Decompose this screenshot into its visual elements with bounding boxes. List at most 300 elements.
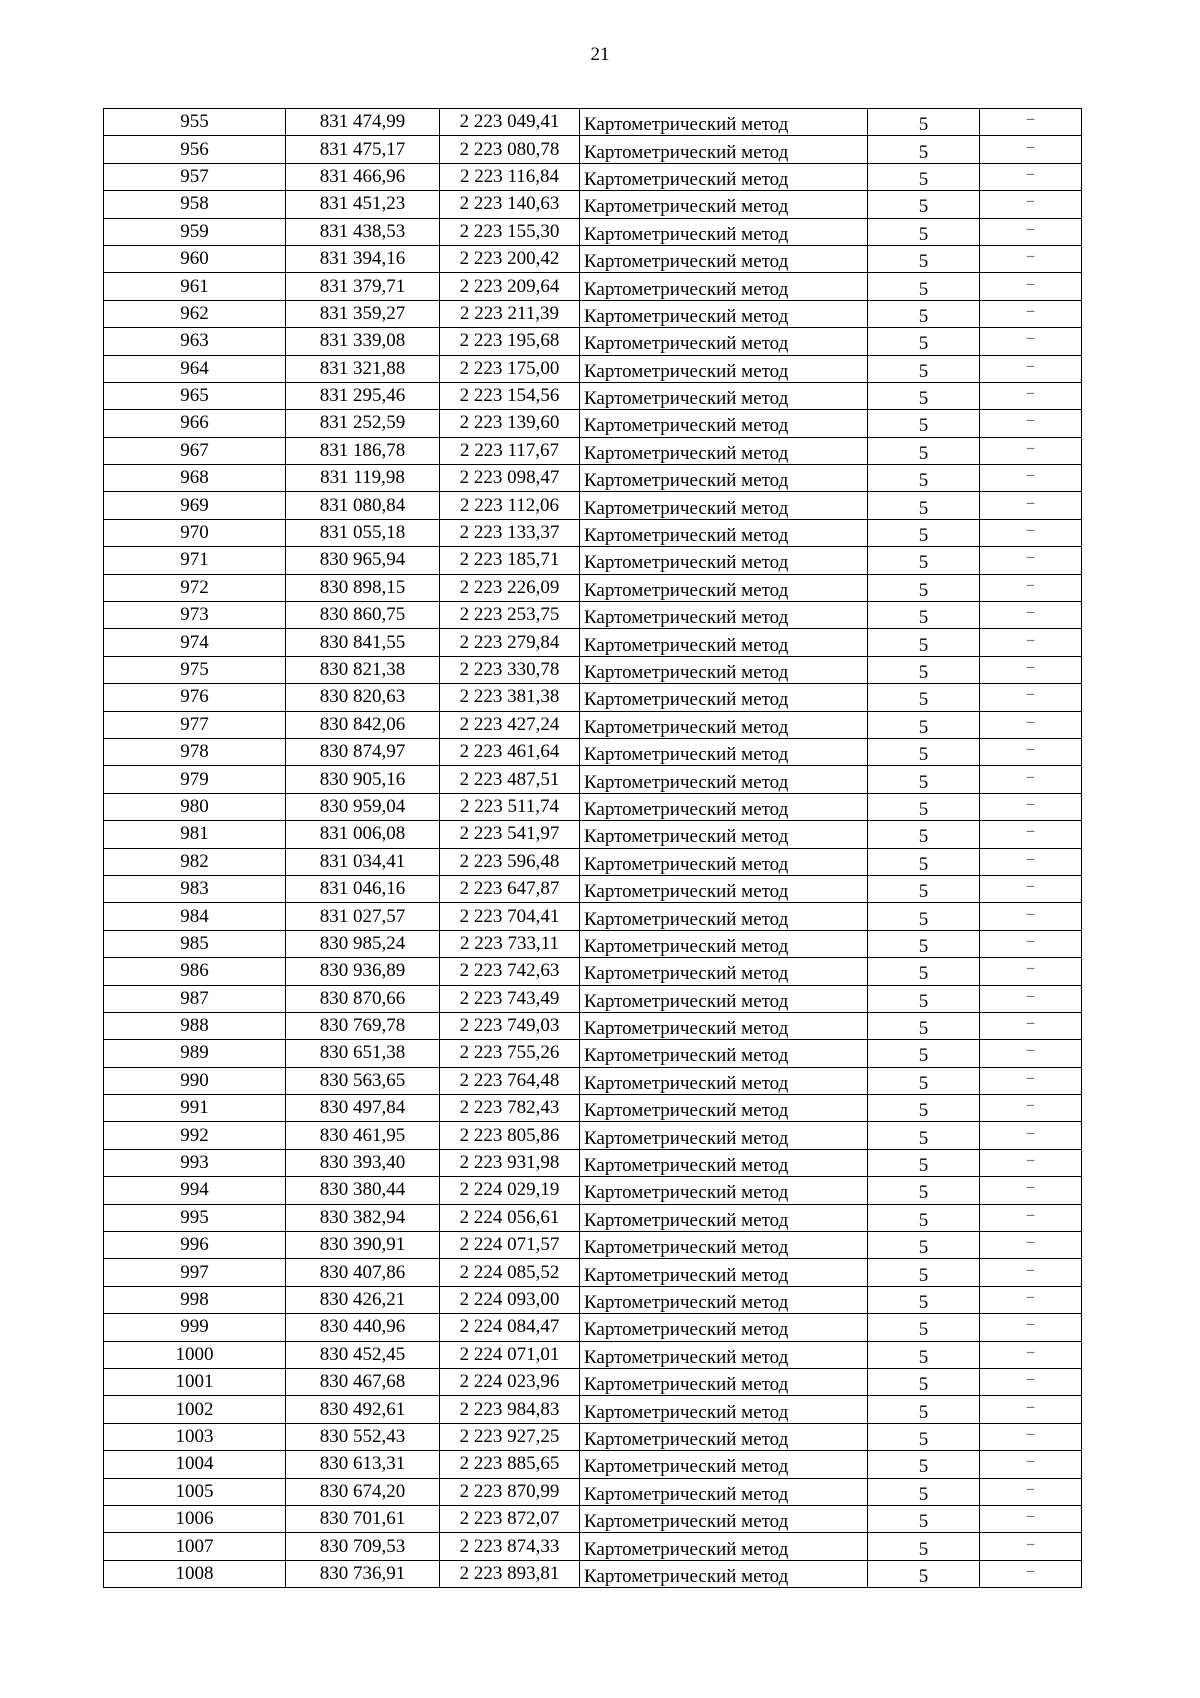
accuracy-cell <box>868 519 980 546</box>
point-number-cell <box>104 465 286 492</box>
point-number-cell-text: 1000 <box>175 1343 214 1365</box>
note-cell <box>980 1286 1082 1313</box>
table-row <box>104 1286 1082 1313</box>
accuracy-cell <box>868 1286 980 1313</box>
x-coordinate-cell <box>286 738 440 765</box>
x-coordinate-cell-text: 830 452,45 <box>319 1343 406 1365</box>
note-cell <box>980 1067 1082 1094</box>
method-cell <box>580 903 868 930</box>
y-coordinate-cell <box>440 1368 580 1395</box>
accuracy-cell-text: 5 <box>918 114 929 136</box>
accuracy-cell <box>868 1368 980 1395</box>
y-coordinate-cell-text: 2 223 195,68 <box>459 330 560 352</box>
table-row <box>104 273 1082 300</box>
accuracy-cell-text: 5 <box>918 1483 929 1505</box>
method-cell <box>580 711 868 738</box>
table-row <box>104 684 1082 711</box>
accuracy-cell <box>868 1396 980 1423</box>
y-coordinate-cell-text: 2 223 098,47 <box>459 467 560 489</box>
accuracy-cell <box>868 163 980 190</box>
note-cell-text: – <box>1026 302 1035 319</box>
note-cell-text: – <box>1026 659 1035 675</box>
table-row <box>104 410 1082 437</box>
point-number-cell-text: 978 <box>180 741 209 763</box>
y-coordinate-cell-text: 2 223 596,48 <box>459 850 560 872</box>
point-number-cell <box>104 1012 286 1039</box>
point-number-cell <box>104 574 286 601</box>
x-coordinate-cell <box>286 1067 440 1094</box>
note-cell <box>980 1368 1082 1395</box>
y-coordinate-cell <box>440 437 580 464</box>
y-coordinate-cell-text: 2 223 805,86 <box>459 1124 560 1146</box>
table-row <box>104 1341 1082 1368</box>
accuracy-cell <box>868 1149 980 1176</box>
y-coordinate-cell <box>440 1095 580 1122</box>
method-cell <box>580 1012 868 1039</box>
x-coordinate-cell <box>286 1314 440 1341</box>
point-number-cell-text: 989 <box>180 1042 209 1064</box>
point-number-cell-text: 980 <box>180 795 209 817</box>
x-coordinate-cell <box>286 437 440 464</box>
method-cell <box>580 382 868 409</box>
y-coordinate-cell <box>440 1259 580 1286</box>
y-coordinate-cell-text: 2 224 071,57 <box>459 1234 560 1256</box>
point-number-cell <box>104 1368 286 1395</box>
y-coordinate-cell-text: 2 223 885,65 <box>459 1453 560 1475</box>
x-coordinate-cell <box>286 245 440 272</box>
note-cell <box>980 245 1082 272</box>
note-cell-text: – <box>1026 494 1035 511</box>
x-coordinate-cell <box>286 273 440 300</box>
y-coordinate-cell <box>440 711 580 738</box>
accuracy-cell-text: 5 <box>918 1538 929 1560</box>
point-number-cell <box>104 1341 286 1368</box>
point-number-cell <box>104 1040 286 1067</box>
method-cell-text: Картометрический метод <box>584 1538 789 1560</box>
note-cell-text: – <box>1026 275 1035 292</box>
note-cell <box>980 574 1082 601</box>
accuracy-cell <box>868 985 980 1012</box>
note-cell <box>980 1204 1082 1231</box>
note-cell-text: – <box>1026 1234 1035 1251</box>
y-coordinate-cell-text: 2 223 139,60 <box>459 412 560 434</box>
accuracy-cell-text: 5 <box>918 1319 929 1341</box>
method-cell <box>580 163 868 190</box>
y-coordinate-cell-text: 2 224 093,00 <box>459 1288 560 1310</box>
point-number-cell-text: 999 <box>180 1316 209 1338</box>
accuracy-cell <box>868 191 980 218</box>
accuracy-cell-text: 5 <box>918 1072 929 1094</box>
y-coordinate-cell <box>440 1149 580 1176</box>
note-cell <box>980 766 1082 793</box>
point-number-cell <box>104 1533 286 1560</box>
accuracy-cell <box>868 821 980 848</box>
accuracy-cell-text: 5 <box>918 935 929 957</box>
accuracy-cell <box>868 492 980 519</box>
x-coordinate-cell <box>286 191 440 218</box>
method-cell-text: Картометрический метод <box>584 1127 789 1149</box>
y-coordinate-cell <box>440 1286 580 1313</box>
method-cell-text: Картометрический метод <box>584 716 789 738</box>
y-coordinate-cell <box>440 1533 580 1560</box>
y-coordinate-cell <box>440 328 580 355</box>
y-coordinate-cell <box>440 958 580 985</box>
note-cell <box>980 109 1082 136</box>
note-cell <box>980 1149 1082 1176</box>
method-cell-text: Картометрический метод <box>584 470 789 492</box>
point-number-cell <box>104 958 286 985</box>
table-row <box>104 218 1082 245</box>
note-cell <box>980 410 1082 437</box>
note-cell <box>980 1396 1082 1423</box>
method-cell-text: Картометрический метод <box>584 415 789 437</box>
note-cell <box>980 930 1082 957</box>
y-coordinate-cell-text: 2 223 112,06 <box>459 494 560 516</box>
table-row <box>104 1177 1082 1204</box>
table-row <box>104 903 1082 930</box>
y-coordinate-cell-text: 2 224 085,52 <box>459 1261 560 1283</box>
note-cell <box>980 985 1082 1012</box>
accuracy-cell-text: 5 <box>918 525 929 547</box>
method-cell <box>580 738 868 765</box>
x-coordinate-cell-text: 831 474,99 <box>319 111 406 133</box>
x-coordinate-cell-text: 831 359,27 <box>319 302 406 324</box>
y-coordinate-cell <box>440 1232 580 1259</box>
point-number-cell-text: 986 <box>180 960 209 982</box>
note-cell-text: – <box>1026 795 1035 812</box>
x-coordinate-cell-text: 830 821,38 <box>319 659 406 680</box>
note-cell-text: – <box>1026 713 1035 730</box>
method-cell-text: Картометрический метод <box>584 1209 789 1231</box>
method-cell-text: Картометрический метод <box>584 1483 789 1505</box>
accuracy-cell <box>868 1423 980 1450</box>
y-coordinate-cell-text: 2 223 155,30 <box>459 220 560 242</box>
x-coordinate-cell <box>286 1149 440 1176</box>
accuracy-cell-text: 5 <box>918 552 929 574</box>
accuracy-cell-text: 5 <box>918 716 929 738</box>
point-number-cell <box>104 793 286 820</box>
note-cell-text: – <box>1026 1288 1035 1305</box>
method-cell-text: Картометрический метод <box>584 1565 789 1587</box>
point-number-cell-text: 955 <box>180 111 209 133</box>
point-number-cell <box>104 1067 286 1094</box>
note-cell-text: – <box>1026 1179 1035 1196</box>
accuracy-cell-text: 5 <box>918 744 929 766</box>
note-cell <box>980 492 1082 519</box>
x-coordinate-cell <box>286 410 440 437</box>
accuracy-cell-text: 5 <box>918 1374 929 1396</box>
x-coordinate-cell <box>286 1505 440 1532</box>
point-number-cell-text: 959 <box>180 220 209 242</box>
note-cell <box>980 547 1082 574</box>
point-number-cell <box>104 1177 286 1204</box>
note-cell <box>980 218 1082 245</box>
accuracy-cell <box>868 766 980 793</box>
note-cell <box>980 163 1082 190</box>
accuracy-cell <box>868 1478 980 1505</box>
y-coordinate-cell-text: 2 223 185,71 <box>459 549 560 571</box>
table-row <box>104 1368 1082 1395</box>
table-row <box>104 1478 1082 1505</box>
x-coordinate-cell <box>286 1204 440 1231</box>
point-number-cell-text: 970 <box>180 522 209 544</box>
method-cell <box>580 1341 868 1368</box>
point-number-cell <box>104 1505 286 1532</box>
x-coordinate-cell <box>286 1368 440 1395</box>
method-cell-text: Картометрический метод <box>584 1319 789 1341</box>
accuracy-cell-text: 5 <box>918 1264 929 1286</box>
method-cell <box>580 958 868 985</box>
method-cell <box>580 191 868 218</box>
point-number-cell <box>104 903 286 930</box>
y-coordinate-cell-text: 2 223 647,87 <box>459 878 560 900</box>
point-number-cell-text: 976 <box>180 686 209 708</box>
point-number-cell <box>104 1478 286 1505</box>
method-cell <box>580 875 868 902</box>
point-number-cell-text: 960 <box>180 248 209 270</box>
point-number-cell <box>104 1149 286 1176</box>
method-cell-text: Картометрический метод <box>584 1100 789 1122</box>
y-coordinate-cell-text: 2 223 080,78 <box>459 138 560 160</box>
coordinates-table <box>103 108 1082 1588</box>
point-number-cell-text: 971 <box>180 549 209 571</box>
method-cell <box>580 410 868 437</box>
x-coordinate-cell-text: 831 475,17 <box>319 138 406 160</box>
note-cell <box>980 1533 1082 1560</box>
x-coordinate-cell <box>286 1533 440 1560</box>
x-coordinate-cell-text: 831 339,08 <box>319 330 406 352</box>
x-coordinate-cell-text: 830 467,68 <box>319 1371 406 1393</box>
point-number-cell <box>104 437 286 464</box>
table-row <box>104 1095 1082 1122</box>
point-number-cell-text: 965 <box>180 385 209 407</box>
accuracy-cell-text: 5 <box>918 1018 929 1040</box>
point-number-cell-text: 977 <box>180 713 209 735</box>
accuracy-cell-text: 5 <box>918 415 929 437</box>
accuracy-cell-text: 5 <box>918 634 929 656</box>
method-cell <box>580 985 868 1012</box>
table-row <box>104 711 1082 738</box>
y-coordinate-cell <box>440 136 580 163</box>
method-cell <box>580 656 868 683</box>
accuracy-cell <box>868 958 980 985</box>
note-cell-text: – <box>1026 878 1035 895</box>
y-coordinate-cell-text: 2 223 931,98 <box>459 1152 560 1174</box>
method-cell-text: Картометрический метод <box>584 634 789 656</box>
x-coordinate-cell <box>286 656 440 683</box>
x-coordinate-cell-text: 830 552,43 <box>319 1425 406 1447</box>
y-coordinate-cell-text: 2 223 511,74 <box>459 795 560 817</box>
method-cell-text: Картометрический метод <box>584 1456 789 1478</box>
y-coordinate-cell-text: 2 223 049,41 <box>459 111 560 133</box>
point-number-cell <box>104 300 286 327</box>
table-row <box>104 629 1082 656</box>
accuracy-cell <box>868 1067 980 1094</box>
method-cell <box>580 273 868 300</box>
y-coordinate-cell <box>440 1177 580 1204</box>
note-cell <box>980 1232 1082 1259</box>
accuracy-cell-text: 5 <box>918 470 929 492</box>
note-cell-text: – <box>1026 1343 1035 1360</box>
point-number-cell-text: 998 <box>180 1288 209 1310</box>
method-cell <box>580 136 868 163</box>
note-cell <box>980 355 1082 382</box>
x-coordinate-cell <box>286 1451 440 1478</box>
accuracy-cell <box>868 1204 980 1231</box>
method-cell-text: Картометрический метод <box>584 1428 789 1450</box>
point-number-cell-text: 994 <box>180 1179 209 1201</box>
y-coordinate-cell <box>440 273 580 300</box>
x-coordinate-cell <box>286 821 440 848</box>
accuracy-cell <box>868 1341 980 1368</box>
method-cell-text: Картометрический метод <box>584 1511 789 1533</box>
accuracy-cell-text: 5 <box>918 360 929 382</box>
method-cell <box>580 1478 868 1505</box>
point-number-cell <box>104 1286 286 1313</box>
method-cell-text: Картометрический метод <box>584 990 789 1012</box>
accuracy-cell-text: 5 <box>918 1511 929 1533</box>
note-cell <box>980 1423 1082 1450</box>
x-coordinate-cell <box>286 355 440 382</box>
y-coordinate-cell <box>440 985 580 1012</box>
method-cell <box>580 1259 868 1286</box>
method-cell <box>580 109 868 136</box>
y-coordinate-cell <box>440 574 580 601</box>
table-row <box>104 1451 1082 1478</box>
accuracy-cell <box>868 355 980 382</box>
note-cell-text: – <box>1026 932 1035 949</box>
accuracy-cell-text: 5 <box>918 1182 929 1204</box>
point-number-cell <box>104 1423 286 1450</box>
point-number-cell <box>104 602 286 629</box>
method-cell <box>580 574 868 601</box>
y-coordinate-cell-text: 2 224 023,96 <box>459 1371 560 1393</box>
point-number-cell-text: 961 <box>180 275 209 297</box>
method-cell <box>580 328 868 355</box>
table-row <box>104 602 1082 629</box>
accuracy-cell <box>868 245 980 272</box>
x-coordinate-cell-text: 830 497,84 <box>319 1097 406 1119</box>
accuracy-cell <box>868 218 980 245</box>
y-coordinate-cell <box>440 930 580 957</box>
point-number-cell <box>104 930 286 957</box>
y-coordinate-cell <box>440 300 580 327</box>
accuracy-cell <box>868 1177 980 1204</box>
x-coordinate-cell <box>286 109 440 136</box>
method-cell <box>580 1122 868 1149</box>
method-cell-text: Картометрический метод <box>584 1401 789 1423</box>
x-coordinate-cell <box>286 1122 440 1149</box>
accuracy-cell <box>868 793 980 820</box>
method-cell <box>580 1505 868 1532</box>
method-cell <box>580 519 868 546</box>
table-row <box>104 547 1082 574</box>
accuracy-cell <box>868 738 980 765</box>
method-cell-text: Картометрический метод <box>584 826 789 848</box>
x-coordinate-cell-text: 830 393,40 <box>319 1152 406 1174</box>
table-row <box>104 821 1082 848</box>
accuracy-cell <box>868 602 980 629</box>
x-coordinate-cell <box>286 1012 440 1039</box>
x-coordinate-cell-text: 831 034,41 <box>319 850 406 872</box>
x-coordinate-cell <box>286 793 440 820</box>
accuracy-cell-text: 5 <box>918 798 929 820</box>
point-number-cell-text: 997 <box>180 1261 209 1283</box>
note-cell-text: – <box>1026 987 1035 1004</box>
method-cell-text: Картометрический метод <box>584 908 789 930</box>
y-coordinate-cell-text: 2 223 381,38 <box>459 686 560 708</box>
y-coordinate-cell <box>440 410 580 437</box>
point-number-cell <box>104 985 286 1012</box>
accuracy-cell <box>868 1533 980 1560</box>
note-cell-text: – <box>1026 467 1035 484</box>
point-number-cell <box>104 410 286 437</box>
method-cell-text: Картометрический метод <box>584 388 789 410</box>
method-cell <box>580 1232 868 1259</box>
y-coordinate-cell <box>440 547 580 574</box>
table-row <box>104 1560 1082 1587</box>
x-coordinate-cell <box>286 136 440 163</box>
point-number-cell <box>104 766 286 793</box>
point-number-cell-text: 993 <box>180 1152 209 1174</box>
table-row <box>104 1232 1082 1259</box>
table-row <box>104 1204 1082 1231</box>
table-row <box>104 738 1082 765</box>
x-coordinate-cell <box>286 875 440 902</box>
accuracy-cell <box>868 1095 980 1122</box>
note-cell <box>980 1341 1082 1368</box>
accuracy-cell <box>868 875 980 902</box>
accuracy-cell-text: 5 <box>918 881 929 903</box>
point-number-cell <box>104 273 286 300</box>
accuracy-cell-text: 5 <box>918 579 929 601</box>
point-number-cell-text: 967 <box>180 439 209 461</box>
point-number-cell <box>104 738 286 765</box>
x-coordinate-cell <box>286 766 440 793</box>
y-coordinate-cell <box>440 821 580 848</box>
y-coordinate-cell <box>440 1478 580 1505</box>
point-number-cell-text: 982 <box>180 850 209 872</box>
x-coordinate-cell-text: 830 870,66 <box>319 987 406 1009</box>
method-cell-text: Картометрический метод <box>584 689 789 711</box>
x-coordinate-cell-text: 831 252,59 <box>319 412 406 434</box>
note-cell <box>980 300 1082 327</box>
method-cell-text: Картометрический метод <box>584 771 789 793</box>
point-number-cell-text: 981 <box>180 823 209 845</box>
note-cell-text: – <box>1026 385 1035 402</box>
table-row <box>104 930 1082 957</box>
accuracy-cell <box>868 629 980 656</box>
x-coordinate-cell <box>286 300 440 327</box>
accuracy-cell <box>868 684 980 711</box>
accuracy-cell <box>868 136 980 163</box>
y-coordinate-cell-text: 2 223 487,51 <box>459 768 560 790</box>
table-row <box>104 766 1082 793</box>
note-cell-text: – <box>1026 193 1035 210</box>
x-coordinate-cell <box>286 163 440 190</box>
point-number-cell-text: 984 <box>180 905 209 927</box>
method-cell-text: Картометрический метод <box>584 1374 789 1396</box>
x-coordinate-cell-text: 831 321,88 <box>319 357 406 379</box>
note-cell-text: – <box>1026 768 1035 785</box>
x-coordinate-cell-text: 830 390,91 <box>319 1234 406 1256</box>
point-number-cell <box>104 355 286 382</box>
y-coordinate-cell-text: 2 223 140,63 <box>459 193 560 215</box>
note-cell <box>980 602 1082 629</box>
x-coordinate-cell-text: 831 046,16 <box>319 878 406 900</box>
method-cell-text: Картометрический метод <box>584 497 789 519</box>
accuracy-cell-text: 5 <box>918 251 929 273</box>
